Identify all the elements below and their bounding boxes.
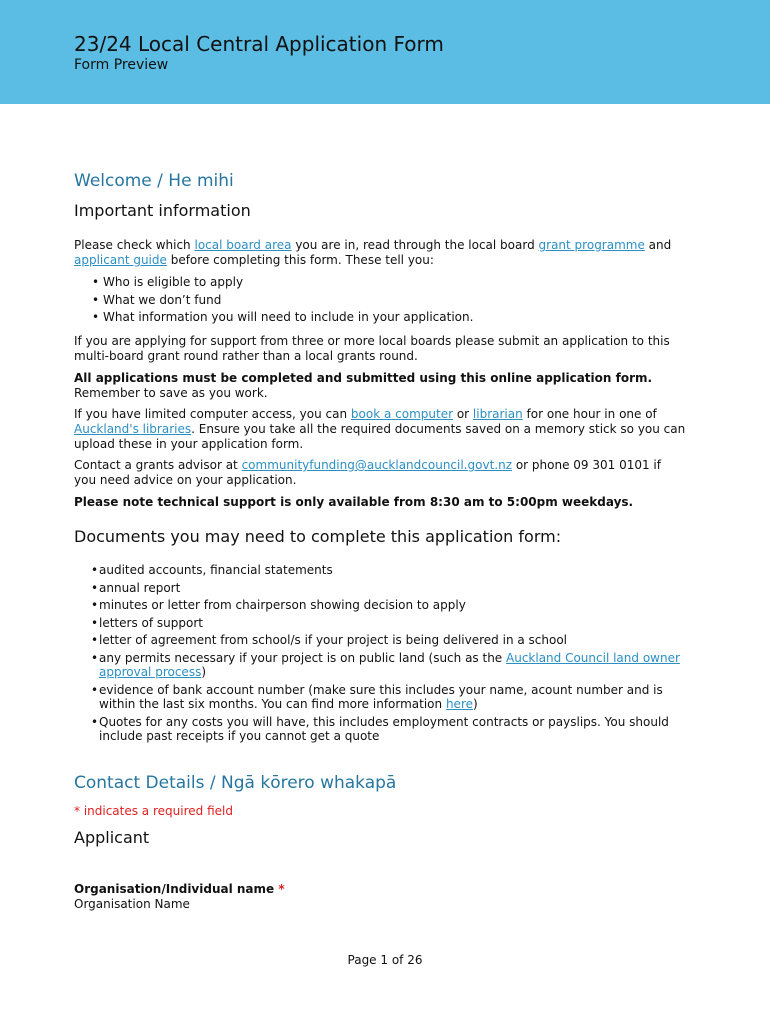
- computer-text-4: . Ensure you take all the required documents saved on a memory stick so you can upload these in your application form.: [74, 422, 686, 451]
- form-title: 23/24 Local Central Application Form: [74, 32, 444, 56]
- support-hours-note: Please note technical support is only available from 8:30 am to 5:00pm weekdays.: [74, 495, 634, 509]
- multi-board-paragraph: If you are applying for support from three or more local boards please submit an application to this multi-board grant round rather than a local grants round.: [74, 334, 670, 363]
- required-field-note: * indicates a required field: [74, 804, 233, 818]
- computer-text-2: or: [453, 407, 473, 421]
- list-item: • What information you will need to include in your application.: [74, 309, 473, 327]
- applicant-heading: Applicant: [74, 828, 150, 847]
- intro-text-4: before completing this form. These tell you:: [166, 253, 434, 267]
- form-subtitle: Form Preview: [74, 57, 169, 73]
- book-computer-link[interactable]: book a computer: [350, 407, 454, 421]
- welcome-heading: Welcome / He mihi: [74, 171, 234, 191]
- page-number: Page 1 of 26: [347, 953, 423, 967]
- computer-text-3: for one hour in one of: [522, 407, 657, 421]
- auckland-libraries-link[interactable]: Auckland's libraries: [74, 422, 192, 436]
- list-item: [74, 683, 686, 712]
- contact-text-1: Contact a grants advisor at: [74, 458, 242, 472]
- permits-text-end: ): [201, 665, 207, 679]
- bank-evidence-text-end: ): [473, 697, 478, 711]
- important-info-heading: Important information: [74, 201, 251, 220]
- librarian-link[interactable]: librarian: [472, 407, 523, 421]
- documents-heading: Documents you may need to complete this application form:: [74, 527, 562, 546]
- contact-advisor-paragraph: [74, 458, 686, 488]
- required-star: *: [274, 882, 285, 896]
- computer-access-paragraph: [74, 407, 686, 452]
- grant-programme-link[interactable]: grant programme: [538, 238, 645, 252]
- intro-text-1: Please check which: [74, 238, 195, 252]
- save-reminder: Remember to save as you work.: [74, 386, 268, 400]
- contact-details-heading: Contact Details / Ngā kōrero whakapā: [74, 773, 397, 793]
- intro-text-2: you are in, read through the local board: [291, 238, 539, 252]
- documents-list: [74, 563, 686, 747]
- list-item: • letter of agreement from school/s if your project is being delivered in a school: [74, 633, 686, 648]
- computer-text-1: If you have limited computer access, you can: [74, 407, 351, 421]
- online-submission-bold: All applications must be completed and submitted using this online application form.: [74, 371, 653, 385]
- list-item: • What we don’t fund: [74, 292, 473, 310]
- intro-text-3: and: [644, 238, 672, 252]
- eligibility-list: [74, 274, 473, 327]
- intro-paragraph: [74, 238, 686, 268]
- list-item: • annual report: [74, 581, 686, 596]
- list-item: • audited accounts, financial statements: [74, 563, 686, 578]
- bank-evidence-text: evidence of bank account number (make sure this includes your name, acount number and is within the last six months. You can find more information: [99, 682, 663, 711]
- contact-text-2: or phone 09 301 0101 if you need advice on your application.: [74, 458, 661, 487]
- org-name-label-text: Organisation/Individual name: [74, 882, 275, 896]
- applicant-guide-link[interactable]: applicant guide: [74, 253, 167, 267]
- list-item: [74, 651, 686, 680]
- list-item: • Quotes for any costs you will have, this includes employment contracts or payslips. You should include past receipts if you cannot get a quote: [74, 715, 686, 744]
- land-owner-approval-link[interactable]: Auckland Council land owner approval process: [99, 650, 680, 679]
- online-submission-paragraph: [74, 371, 686, 401]
- permits-text: any permits necessary if your project is on public land (such as the: [99, 650, 506, 665]
- org-name-label: [74, 882, 285, 896]
- list-item: • minutes or letter from chairperson showing decision to apply: [74, 598, 686, 613]
- list-item: • Who is eligible to apply: [74, 274, 473, 292]
- bank-info-here-link[interactable]: here: [445, 697, 473, 711]
- form-header: [0, 0, 770, 104]
- org-name-value: Organisation Name: [74, 897, 190, 911]
- local-board-area-link[interactable]: local board area: [194, 238, 292, 252]
- list-item: • letters of support: [74, 616, 686, 631]
- email-link[interactable]: communityfunding@aucklandcouncil.govt.nz: [241, 458, 512, 472]
